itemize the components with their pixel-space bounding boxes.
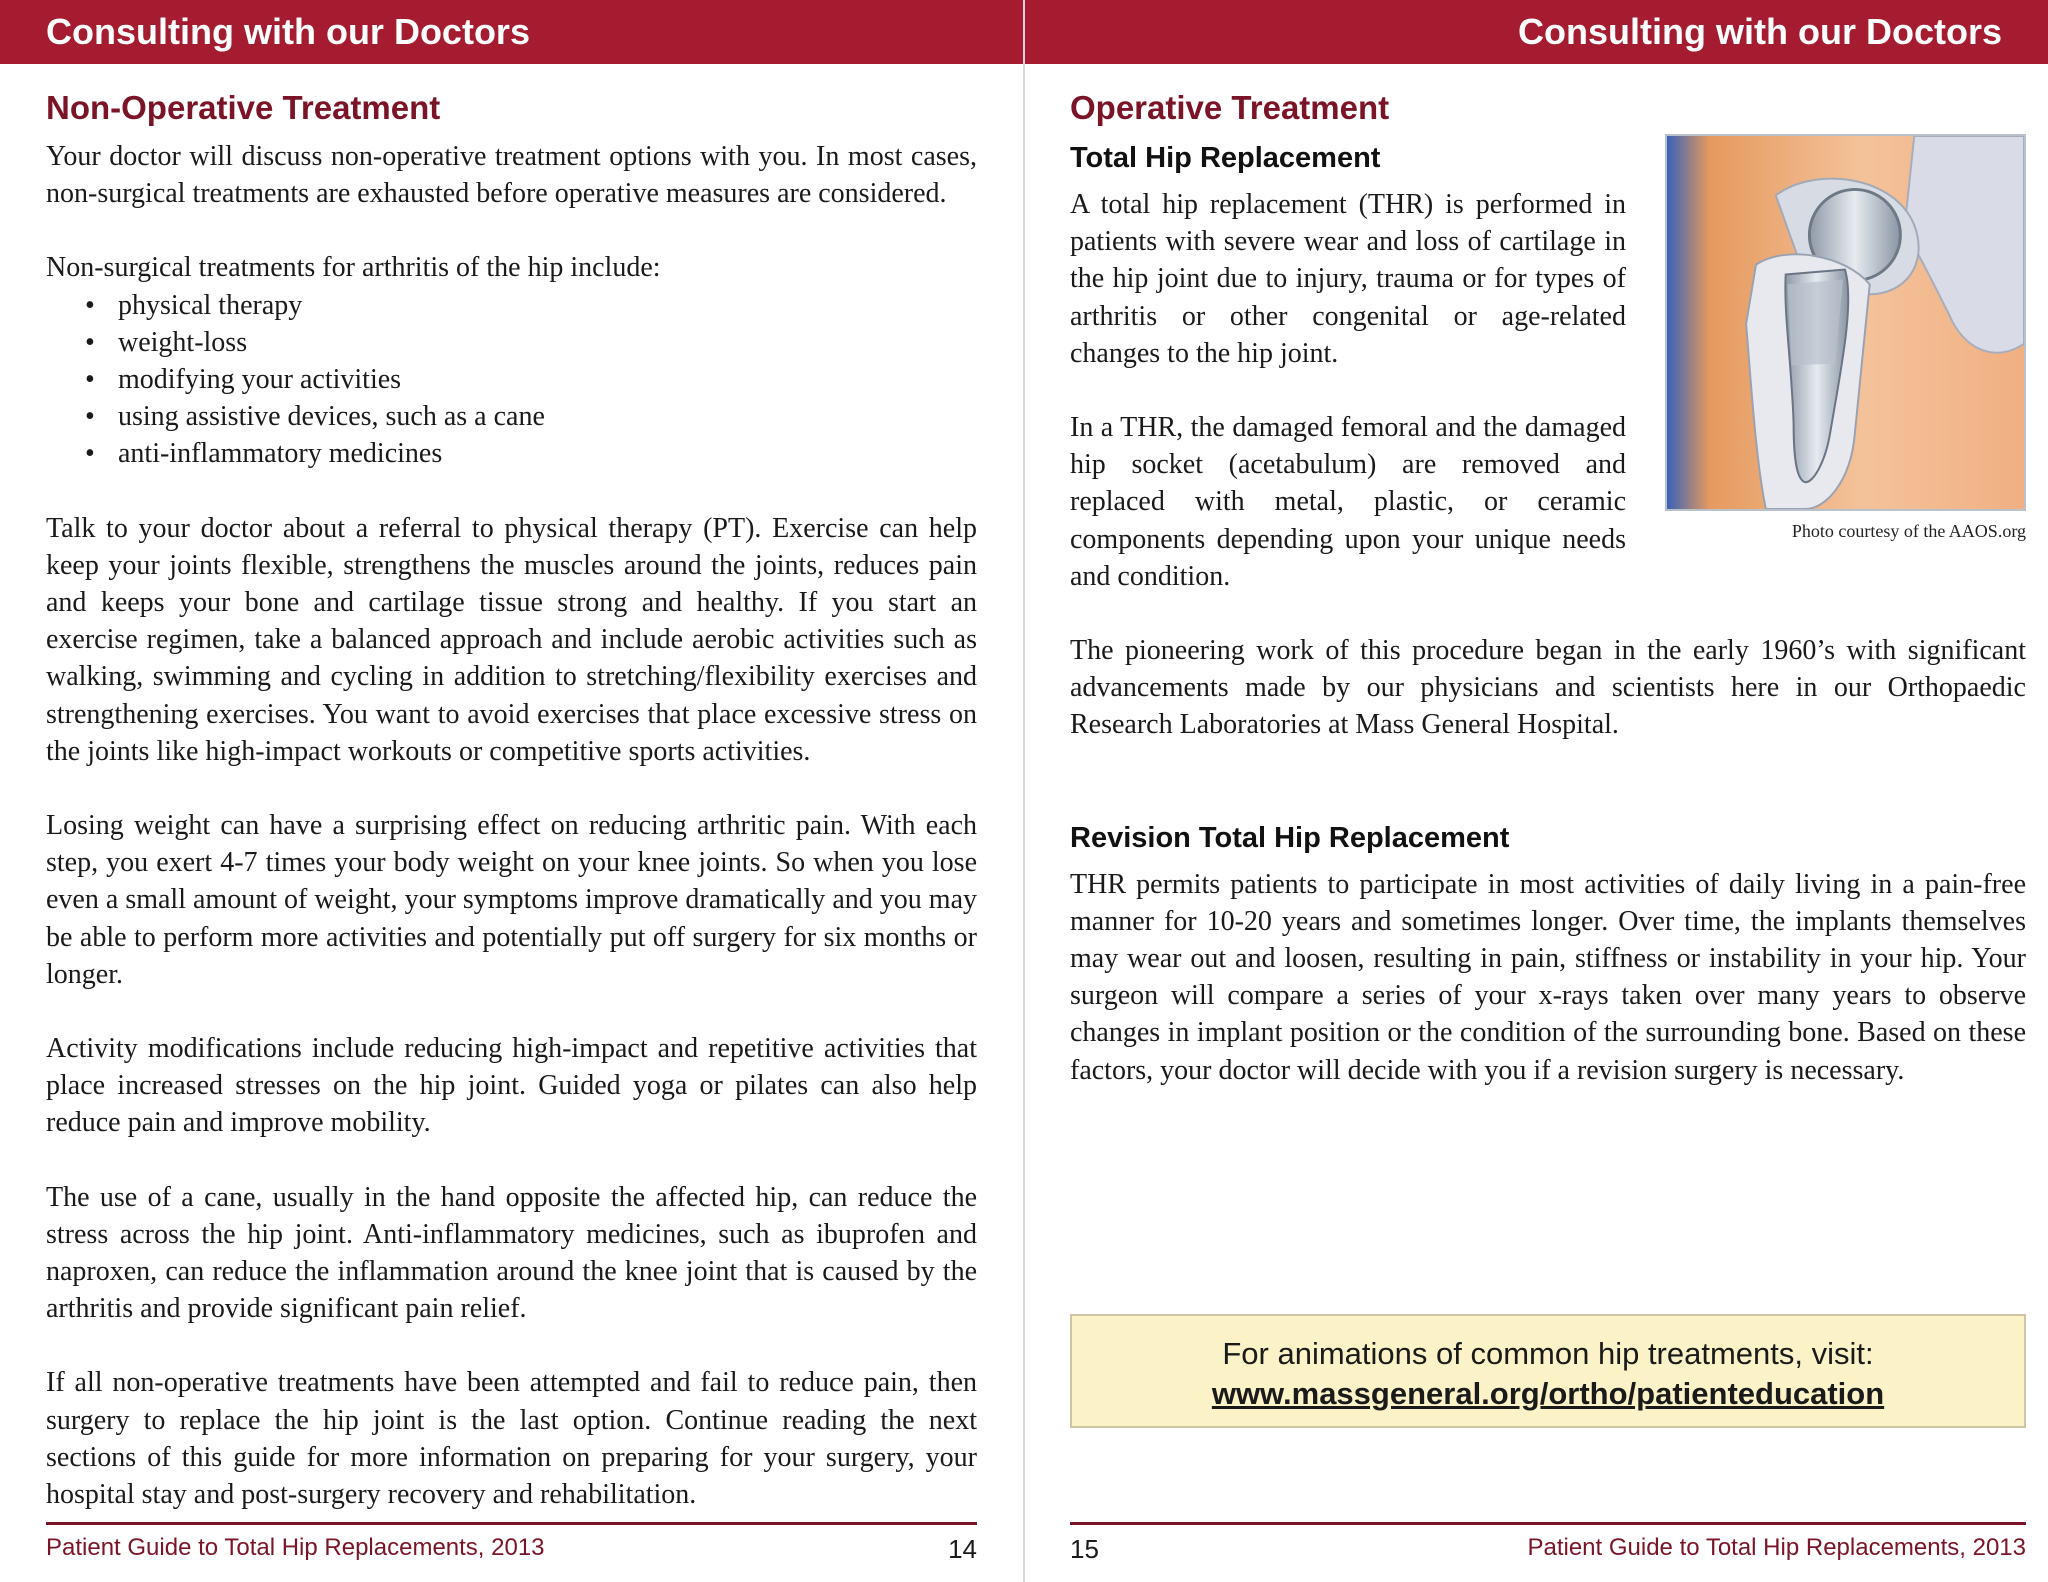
surgery-paragraph: If all non-operative treatments have been attempted and fail to reduce pain, then surgery to replace the hip joint is the last option. Continue reading the next sections of this guide for more information on preparing for your surgery, your hospital stay and post-surgery recovery and rehabilitation.: [46, 1367, 977, 1511]
thr-text: [1070, 138, 1626, 595]
bullet-icon: •: [85, 364, 95, 396]
revision-paragraph: THR permits patients to participate in most activities of daily living in a pain-free manner for 10-20 years and sometimes longer. Over time, the implants themselves may wear out and loosen, resulting in pain, stiffness or instability in your hip. Your surgeon will compare a series of your x-rays taken over many years to observe changes in implant position or the condition of the surrounding bone. Based on these factors, your doctor will decide with you if a revision surgery is necessary.: [1070, 868, 2026, 1086]
physical-therapy-paragraph: Talk to your doctor about a referral to physical therapy (PT). Exercise can help keep your joints flexible, strengthens the muscles around the joints, reduces pain and keeps your bone and cartilage tissue strong and healthy. If you start an exercise regimen, take a balanced approach and include aerobic activities such as walking, swimming and cycling in addition to stretching/flexibility exercises and strengthening exercises. You want to avoid exercises that place excessive stress on the joints like high-impact workouts or competitive sports activities.: [46, 512, 977, 767]
page-banner: Consulting with our Doctors: [0, 0, 1023, 64]
treatment-list: [46, 287, 977, 473]
left-page: [0, 0, 1023, 1582]
page-footer: [46, 1522, 977, 1562]
thr-heading: Total Hip Replacement: [1070, 142, 1381, 174]
hip-implant-illustration: [1667, 136, 2024, 509]
list-item-text: weight-loss: [118, 326, 248, 358]
hip-implant-figure: [1665, 134, 2026, 542]
bullet-icon: •: [85, 289, 95, 321]
bullet-icon: •: [85, 326, 95, 358]
callout-text: For animations of common hip treatments, visit:: [1222, 1336, 1874, 1371]
photo-caption: Photo courtesy of the AAOS.org: [1791, 521, 2026, 541]
animations-callout: [1070, 1314, 2026, 1428]
page-number: 14: [948, 1534, 977, 1564]
list-item: [46, 324, 977, 361]
intro-paragraph: Your doctor will discuss non-operative treatment options with you. In most cases, non-surgical treatments are exhausted before operative measures are considered.: [46, 141, 977, 210]
footer-title: Patient Guide to Total Hip Replacements, 2013: [46, 1534, 545, 1561]
list-intro: Non-surgical treatments for arthritis of the hip include:: [46, 252, 661, 284]
bullet-icon: •: [85, 401, 95, 433]
patient-education-link[interactable]: www.massgeneral.org/ortho/patienteducation: [1211, 1376, 1885, 1411]
page-footer: [1070, 1522, 2026, 1562]
list-item-text: using assistive devices, such as a cane: [118, 401, 545, 433]
right-page: [1025, 0, 2048, 1582]
list-item-text: physical therapy: [118, 289, 303, 321]
cane-paragraph: The use of a cane, usually in the hand opposite the affected hip, can reduce the stress across the hip joint. Anti-inflammatory medicines, such as ibuprofen and naproxen, can reduce the inflammation around the knee joint that is caused by the arthritis and provide significant pain relief.: [46, 1181, 977, 1325]
thr-section: [1070, 138, 2026, 632]
thr-paragraph: In a THR, the damaged femoral and the damaged hip socket (acetabulum) are removed and replaced with metal, plastic, or ceramic components depending upon your unique needs and condition.: [1070, 412, 1626, 592]
list-item: [46, 398, 977, 435]
list-item-text: anti-inflammatory medicines: [118, 438, 443, 470]
hip-implant-photo: [1665, 134, 2026, 511]
left-content: [46, 86, 977, 1550]
bullet-icon: •: [85, 438, 95, 470]
thr-paragraph: A total hip replacement (THR) is performed in patients with severe wear and loss of cartilage in the hip joint due to injury, trauma or for types of arthritis or other congenital or age-related changes to the hip joint.: [1070, 189, 1626, 369]
weight-loss-paragraph: Losing weight can have a surprising effect on reducing arthritic pain. With each step, you exert 4-7 times your body weight on your knee joints. So when you lose even a small amount of weight, your symptoms improve dramatically and you may be able to perform more activities and potentially put off surgery for six months or longer.: [46, 810, 977, 990]
activity-paragraph: Activity modifications include reducing high-impact and repetitive activities that place increased stresses on the hip joint. Guided yoga or pilates can also help reduce pain and improve mobility.: [46, 1033, 977, 1139]
non-operative-heading: Non-Operative Treatment: [46, 89, 441, 126]
list-item: [46, 361, 977, 398]
operative-heading: Operative Treatment: [1070, 89, 1390, 126]
page-banner: Consulting with our Doctors: [1025, 0, 2048, 64]
history-paragraph: The pioneering work of this procedure began in the early 1960’s with significant advancements made by our physicians and scientists here in our Orthopaedic Research Laboratories at Mass General Hospital.: [1070, 635, 2026, 741]
list-item: [46, 287, 977, 324]
list-item-text: modifying your activities: [118, 364, 402, 396]
right-content: [1070, 86, 2026, 1126]
list-item: [46, 435, 977, 472]
revision-heading: Revision Total Hip Replacement: [1070, 821, 1510, 854]
footer-title: Patient Guide to Total Hip Replacements, 2013: [1527, 1534, 2026, 1561]
page-number: 15: [1070, 1534, 1099, 1564]
